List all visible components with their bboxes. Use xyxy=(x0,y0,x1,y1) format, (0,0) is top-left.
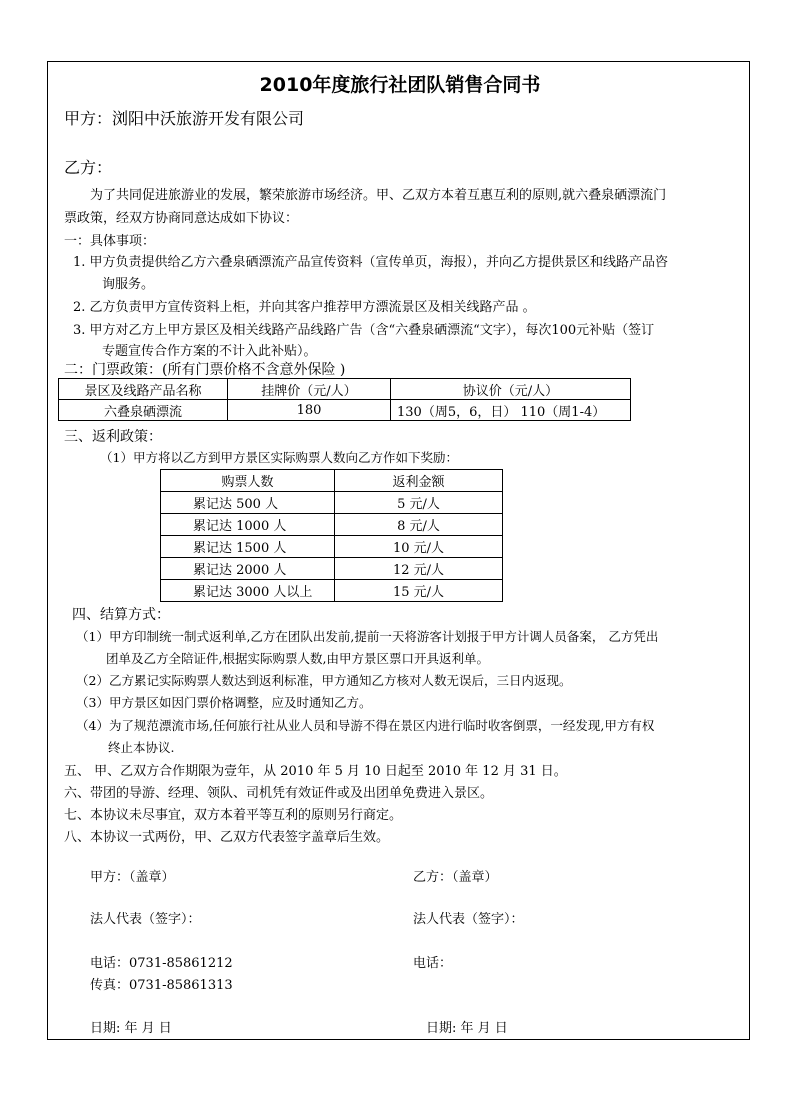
party-b-seal: 乙方：（盖章） xyxy=(413,870,498,885)
rebate-count: 累记达 1500 人 xyxy=(161,536,335,558)
section5: 五、 甲、乙双方合作期限为壹年，从 2010 年 5 月 10 日起至 2010 年 12 月 31 日。 xyxy=(64,764,567,779)
rebate-count: 累记达 3000 人以上 xyxy=(161,580,335,602)
table-row xyxy=(161,514,503,536)
document-title: 2010年度旅行社团队销售合同书 xyxy=(259,74,541,96)
ticket-price-table xyxy=(58,378,631,421)
section1-heading: 一：具体事项： xyxy=(64,234,156,249)
section4-heading: 四、结算方式： xyxy=(72,607,170,623)
party-b: 乙方： xyxy=(64,158,113,177)
ticket-table-header: 协议价（元/人） xyxy=(391,379,631,400)
rebate-table-header: 购票人数 xyxy=(161,470,335,492)
section4-item1-cont: 团单及乙方全陪证件,根据实际购票人数,由甲方景区票口开具返利单。 xyxy=(106,651,489,666)
ticket-table-cell: 180 xyxy=(228,400,391,421)
rebate-amount: 15 元/人 xyxy=(335,580,503,602)
section4-item4: （4）为了规范漂流市场,任何旅行社从业人员和导游不得在景区内进行临时收客倒票，一经发现,甲方有权 xyxy=(76,718,655,733)
rebate-count: 累记达 2000 人 xyxy=(161,558,335,580)
table-row xyxy=(161,558,503,580)
rebate-table xyxy=(160,469,503,602)
section1-item1: 1. 甲方负责提供给乙方六叠泉硒漂流产品宣传资料（宣传单页，海报），并向乙方提供景区和线路产品咨 xyxy=(73,255,669,270)
intro-line-2: 票政策，经双方协商同意达成如下协议： xyxy=(64,211,299,226)
section1-item2: 2. 乙方负责甲方宣传资料上柜，并向其客户推荐甲方漂流景区及相关线路产品 。 xyxy=(73,300,536,315)
section1-item3-cont: 专题宣传合作方案的不计入此补贴）。 xyxy=(102,344,317,359)
section4-item4-cont: 终止本协议. xyxy=(108,740,175,755)
section3-sub: （1）甲方将以乙方到甲方景区实际购票人数向乙方作如下奖励： xyxy=(100,450,458,465)
rebate-amount: 8 元/人 xyxy=(335,514,503,536)
table-row xyxy=(161,492,503,514)
ticket-table-cell: 六叠泉硒漂流 xyxy=(59,400,228,421)
rebate-table-header: 返利金额 xyxy=(335,470,503,492)
party-a-fax: 传真：0731-85861313 xyxy=(90,978,233,993)
section4-item3: （3）甲方景区如因门票价格调整，应及时通知乙方。 xyxy=(76,695,372,710)
table-row xyxy=(161,580,503,602)
table-row xyxy=(161,536,503,558)
section2-heading: 二：门票政策：(所有门票价格不含意外保险 ) xyxy=(64,362,346,378)
section6: 六、带团的导游、经理、领队、司机凭有效证件或及出团单免费进入景区。 xyxy=(64,786,494,801)
ticket-table-header: 景区及线路产品名称 xyxy=(59,379,228,400)
ticket-table-cell: 130（周5，6，日） 110（周1-4） xyxy=(391,400,631,421)
intro-line-1: 为了共同促进旅游业的发展，繁荣旅游市场经济。甲、乙双方本着互惠互利的原则,就六叠泉硒漂流门 xyxy=(90,188,667,203)
party-b-date: 日期: 年 月 日 xyxy=(426,1021,508,1036)
section1-item3: 3. 甲方对乙方上甲方景区及相关线路产品线路广告（含“六叠泉硒漂流“文字），每次100元补贴（签订 xyxy=(73,323,655,338)
party-a: 甲方：浏阳中沃旅游开发有限公司 xyxy=(64,109,305,128)
rebate-amount: 10 元/人 xyxy=(335,536,503,558)
rebate-amount: 5 元/人 xyxy=(335,492,503,514)
rebate-count: 累记达 500 人 xyxy=(161,492,335,514)
party-a-representative: 法人代表（签字）： xyxy=(90,912,201,927)
ticket-table-header: 挂牌价（元/人） xyxy=(228,379,391,400)
party-a-phone: 电话：0731-85861212 xyxy=(90,956,233,971)
rebate-count: 累记达 1000 人 xyxy=(161,514,335,536)
section8: 八、本协议一式两份，甲、乙双方代表签字盖章后生效。 xyxy=(64,830,390,845)
section3-heading: 三、返利政策： xyxy=(64,429,162,445)
party-b-phone: 电话： xyxy=(413,956,453,971)
section1-item1-cont: 询服务。 xyxy=(102,277,155,292)
section7: 七、本协议未尽事宜，双方本着平等互利的原则另行商定。 xyxy=(64,808,403,823)
party-a-seal: 甲方：（盖章） xyxy=(90,870,175,885)
rebate-amount: 12 元/人 xyxy=(335,558,503,580)
party-a-date: 日期: 年 月 日 xyxy=(90,1021,172,1036)
section4-item2: （2）乙方累记实际购票人数达到返利标准，甲方通知乙方核对人数无误后，三日内返现。 xyxy=(76,673,572,688)
party-b-representative: 法人代表（签字）： xyxy=(413,912,524,927)
section4-item1: （1）甲方印制统一制式返利单,乙方在团队出发前,提前一天将游客计划报于甲方计调人员备案， 乙方凭出 xyxy=(76,629,659,644)
